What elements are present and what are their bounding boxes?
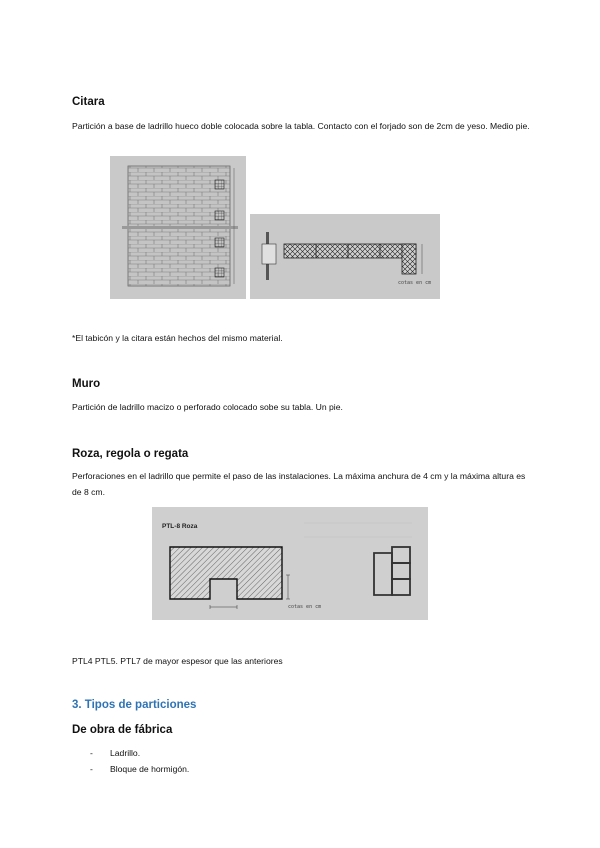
- list-item: [90, 764, 189, 774]
- list-item-label: Bloque de hormigón.: [110, 764, 190, 774]
- citara-wall-photo: [110, 156, 246, 299]
- bullet-dash: -: [90, 764, 93, 774]
- muro-description: Partición de ladrillo macizo o perforado colocado sobe su tabla. Un pie.: [72, 402, 343, 412]
- material-note: *El tabicón y la citara están hechos del mismo material.: [72, 333, 283, 343]
- citara-description: Partición a base de ladrillo hueco doble colocada sobre la tabla. Contacto con el forjado son de 2cm de yeso. Medio pie.: [72, 121, 530, 131]
- roza-cotas-caption: cotas en cm: [288, 604, 322, 610]
- fabrica-heading: De obra de fábrica: [72, 724, 173, 736]
- roza-description: Perforaciones en el ladrillo que permite el paso de las instalaciones. La máxima anchura de 4 cm y la máxima altura es de 8 cm.: [72, 471, 526, 497]
- section-heading: 3. Tipos de particiones: [72, 699, 197, 711]
- citara-section-photo: [250, 214, 440, 299]
- citara-cotas-caption: cotas en cm: [398, 280, 432, 286]
- bullet-dash: -: [90, 748, 93, 758]
- list-item-label: Ladrillo.: [110, 748, 141, 758]
- list-item: [90, 748, 140, 758]
- roza-heading: Roza, regola o regata: [72, 448, 189, 460]
- roza-drawing: [152, 507, 428, 620]
- ptl-description: PTL4 PTL5. PTL7 de mayor espesor que las anteriores: [72, 656, 283, 666]
- roza-figure-label: PTL-8 Roza: [162, 523, 198, 530]
- muro-heading: Muro: [72, 378, 101, 390]
- roza-photo: [152, 507, 428, 620]
- wall-section-drawing: [250, 214, 440, 299]
- brick-wall-elevation-drawing: [110, 156, 246, 299]
- citara-heading: Citara: [72, 96, 105, 108]
